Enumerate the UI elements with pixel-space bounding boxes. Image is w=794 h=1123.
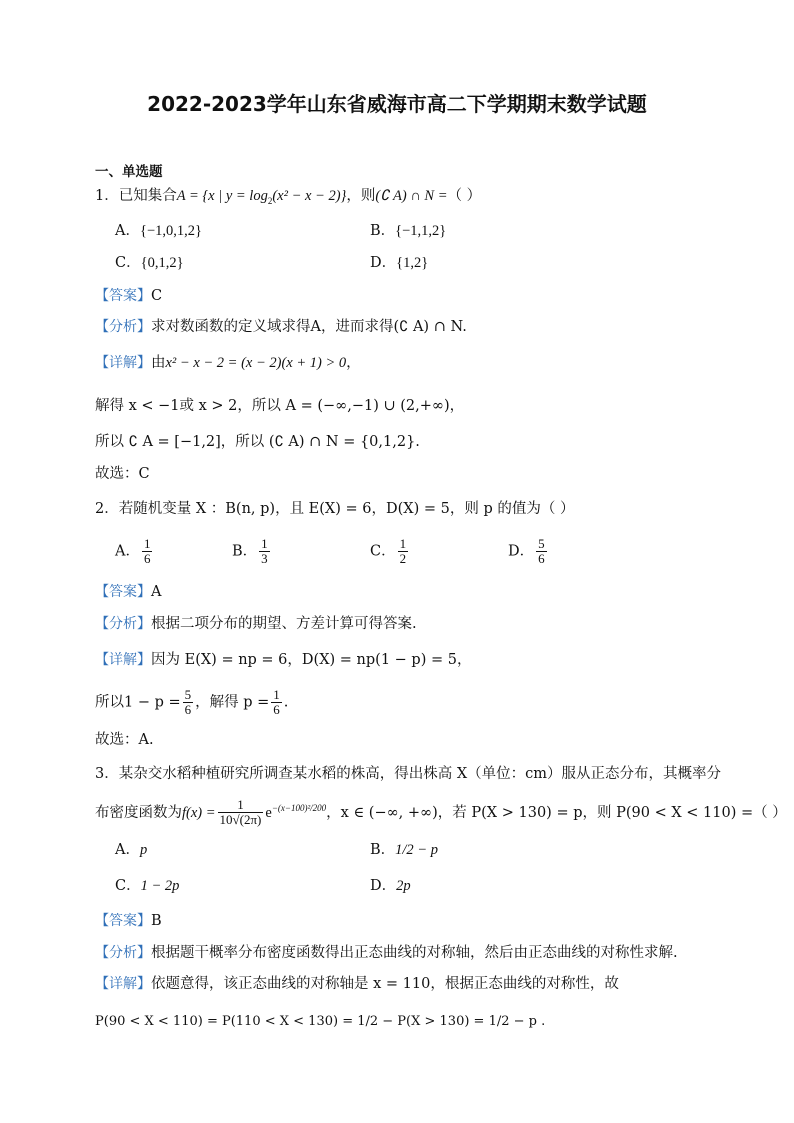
q2-analysis: 【分析】根据二项分布的期望、方差计算可得答案.: [95, 616, 417, 632]
q3-option-b: B．1/2 − p: [370, 842, 438, 858]
q1-option-b: B．{−1,1,2}: [370, 223, 447, 239]
q2-detail-1: 【详解】因为 E(X) = np = 6，D(X) = np(1 − p) = 5，: [95, 652, 472, 668]
q3-detail-1: 【详解】依题意得，该正态曲线的对称轴是 x = 110，根据正态曲线的对称性，故: [95, 976, 619, 992]
q3-stem-2: 布密度函数为f(x) = $\frac{1}{10√(2\pi)}$ $e^{-(x-100)^2/200}$，x ∈ (−∞, +∞)，若 P(X > 130) = p，则 P(90 < X < 110) =（ ）: [95, 797, 787, 828]
q3-detail-2: P(90 < X < 110) = P(110 < X < 130) = 1/2 − P(X > 130) = 1/2 − p .: [95, 1014, 546, 1029]
q1-option-a: A．{−1,0,1,2}: [115, 223, 202, 239]
q1-detail-1: 【详解】由x² − x − 2 = (x − 2)(x + 1) > 0，: [95, 355, 361, 371]
q1-stem-mid: ，则: [346, 188, 376, 204]
q1-option-c: C．{0,1,2}: [115, 255, 184, 271]
q2-detail-2: 所以1 − p = $\frac{5}{6}$ ，解得 p = $\frac{1}{6}$ .: [95, 687, 289, 717]
q2-option-c: C． $\frac{1}{2}$: [370, 536, 407, 566]
q3-option-c: C．1 − 2p: [115, 878, 180, 894]
q1-set-expr: A = {x | y = log: [176, 188, 268, 204]
q1-analysis: 【分析】求对数函数的定义域求得A，进而求得(∁ A) ∩ N.: [95, 319, 467, 335]
q2-option-a: A． $\frac{1}{6}$: [115, 536, 151, 566]
q3-stem-1: 3．某杂交水稻种植研究所调查某水稻的株高，得出株高 X（单位：cm）服从正态分布，其概率分: [95, 766, 722, 782]
q2-option-b: B． $\frac{1}{3}$: [232, 536, 268, 566]
q1-option-d: D．{1,2}: [370, 255, 429, 271]
q2-stem: 2．若随机变量 X ：B(n, p)，且 E(X) = 6，D(X) = 5，则 p 的值为（ ）: [95, 501, 575, 517]
q2-option-d: D． $\frac{5}{6}$: [508, 536, 545, 566]
q1-answer: 【答案】C: [95, 288, 163, 304]
section-heading: 一、单选题: [95, 164, 163, 180]
q3-answer: 【答案】B: [95, 913, 162, 929]
q3-analysis: 【分析】根据题干概率分布密度函数得出正态曲线的对称轴，然后由正态曲线的对称性求解.: [95, 945, 678, 961]
q2-answer: 【答案】A: [95, 584, 162, 600]
q1-complement: (∁ A) ∩ N =: [375, 188, 448, 204]
q1-stem: 1．已知集合A = {x | $y = \log_2(x^2 - x - 2)$}，则(∁ A) ∩ N =（ ）: [95, 188, 482, 206]
q3-option-d: D．2p: [370, 878, 411, 894]
q1-stem-suffix: （ ）: [447, 188, 482, 204]
q1-conclusion: 故选：C: [95, 466, 150, 482]
q3-option-a: A．p: [115, 842, 148, 858]
q1-set-tail: (x² − x − 2)}: [272, 188, 347, 204]
q2-conclusion: 故选：A.: [95, 732, 154, 748]
q1-detail-2: 解得 x < −1或 x > 2，所以 A = (−∞,−1) ∪ (2,+∞)，: [95, 398, 465, 414]
q1-detail-3: 所以 ∁ A = [−1,2]，所以 (∁ A) ∩ N = {0,1,2}.: [95, 434, 420, 450]
q1-stem-prefix: 1．已知集合: [95, 188, 177, 204]
page-title: 2022-2023学年山东省威海市高二下学期期末数学试题: [147, 92, 647, 116]
